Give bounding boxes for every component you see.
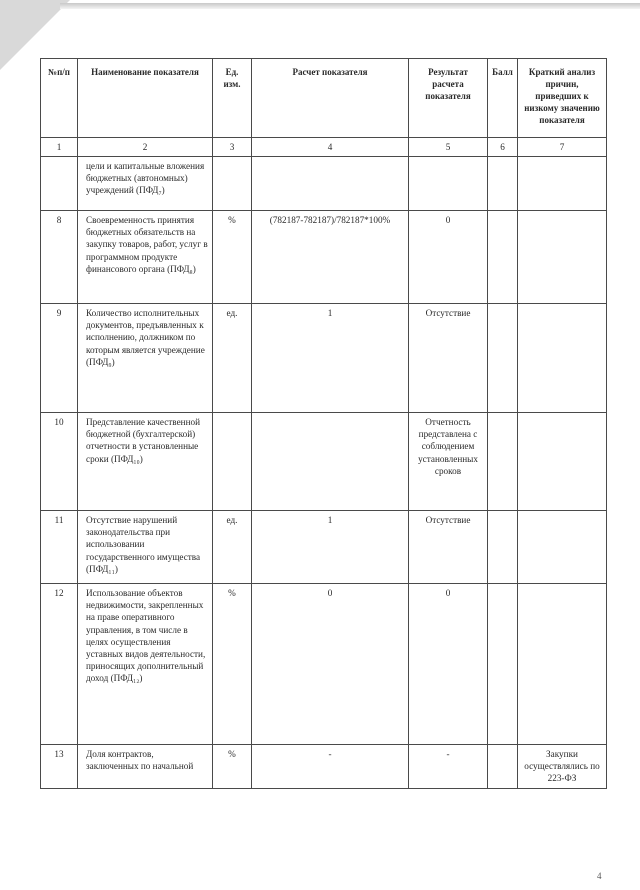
header-result: Результат расчета показателя <box>409 59 488 138</box>
analysis: Закупки осуществлялись по 223-ФЗ <box>518 745 607 788</box>
scan-top-edge <box>60 3 640 9</box>
score <box>488 511 518 584</box>
header-score: Балл <box>488 59 518 138</box>
calculation: 1 <box>252 511 409 584</box>
analysis <box>518 157 607 211</box>
table-row <box>41 745 607 788</box>
indicator-name: Представление качественной бюджетной (бухгалтерской) отчетности в установленные сроки (ПФД₁₀) <box>78 413 213 511</box>
column-number: 3 <box>213 138 252 157</box>
result: 0 <box>409 211 488 304</box>
unit: % <box>213 584 252 745</box>
table-row <box>41 304 607 413</box>
result: Отчетность представлена с соблюдением установленных сроков <box>409 413 488 511</box>
calculation: 1 <box>252 304 409 413</box>
analysis <box>518 304 607 413</box>
row-number: 12 <box>41 584 78 745</box>
column-number: 6 <box>488 138 518 157</box>
column-number: 5 <box>409 138 488 157</box>
column-number: 2 <box>78 138 213 157</box>
result: 0 <box>409 584 488 745</box>
score <box>488 304 518 413</box>
row-number: 10 <box>41 413 78 511</box>
result: Отсутствие <box>409 511 488 584</box>
calculation: (782187-782187)/782187*100% <box>252 211 409 304</box>
analysis <box>518 511 607 584</box>
column-number-row <box>41 138 607 157</box>
column-number: 4 <box>252 138 409 157</box>
indicator-name: цели и капитальные вложения бюджетных (автономных) учреждений (ПФД₇) <box>78 157 213 211</box>
calculation <box>252 157 409 211</box>
calculation: 0 <box>252 584 409 745</box>
score <box>488 745 518 788</box>
indicator-name: Использование объектов недвижимости, закрепленных на праве оперативного управления, в том числе в целях осуществления уставных видов деятельности, приносящих дополнительный доход (ПФД₁₂) <box>78 584 213 745</box>
column-number: 7 <box>518 138 607 157</box>
indicator-name: Количество исполнительных документов, предъявленных к исполнению, должником по которым является учреждение (ПФД₉) <box>78 304 213 413</box>
table-row <box>41 511 607 584</box>
calculation <box>252 413 409 511</box>
unit: % <box>213 211 252 304</box>
header-analysis: Краткий анализ причин, приведших к низкому значению показателя <box>518 59 607 138</box>
indicator-table <box>40 58 607 789</box>
result: - <box>409 745 488 788</box>
analysis <box>518 413 607 511</box>
result <box>409 157 488 211</box>
table-row <box>41 413 607 511</box>
table-row <box>41 584 607 745</box>
header-calculation: Расчет показателя <box>252 59 409 138</box>
row-number <box>41 157 78 211</box>
indicator-name: Отсутствие нарушений законодательства при использовании государственного имущества (ПФД₁₁) <box>78 511 213 584</box>
calculation: - <box>252 745 409 788</box>
indicator-name: Своевременность принятия бюджетных обязательств на закупку товаров, работ, услуг в программном продукте финансового органа (ПФД₈) <box>78 211 213 304</box>
row-number: 13 <box>41 745 78 788</box>
score <box>488 413 518 511</box>
header-row <box>41 59 607 138</box>
row-number: 9 <box>41 304 78 413</box>
unit <box>213 157 252 211</box>
table-row <box>41 157 607 211</box>
table-row <box>41 211 607 304</box>
analysis <box>518 211 607 304</box>
header-unit: Ед. изм. <box>213 59 252 138</box>
result: Отсутствие <box>409 304 488 413</box>
row-number: 11 <box>41 511 78 584</box>
unit: % <box>213 745 252 788</box>
header-number: №п/п <box>41 59 78 138</box>
page-number: 4 <box>597 871 602 881</box>
score <box>488 584 518 745</box>
unit <box>213 413 252 511</box>
header-indicator-name: Наименование показателя <box>78 59 213 138</box>
row-number: 8 <box>41 211 78 304</box>
unit: ед. <box>213 511 252 584</box>
score <box>488 211 518 304</box>
score <box>488 157 518 211</box>
column-number: 1 <box>41 138 78 157</box>
indicator-name: Доля контрактов, заключенных по начальной <box>78 745 213 788</box>
analysis <box>518 584 607 745</box>
unit: ед. <box>213 304 252 413</box>
